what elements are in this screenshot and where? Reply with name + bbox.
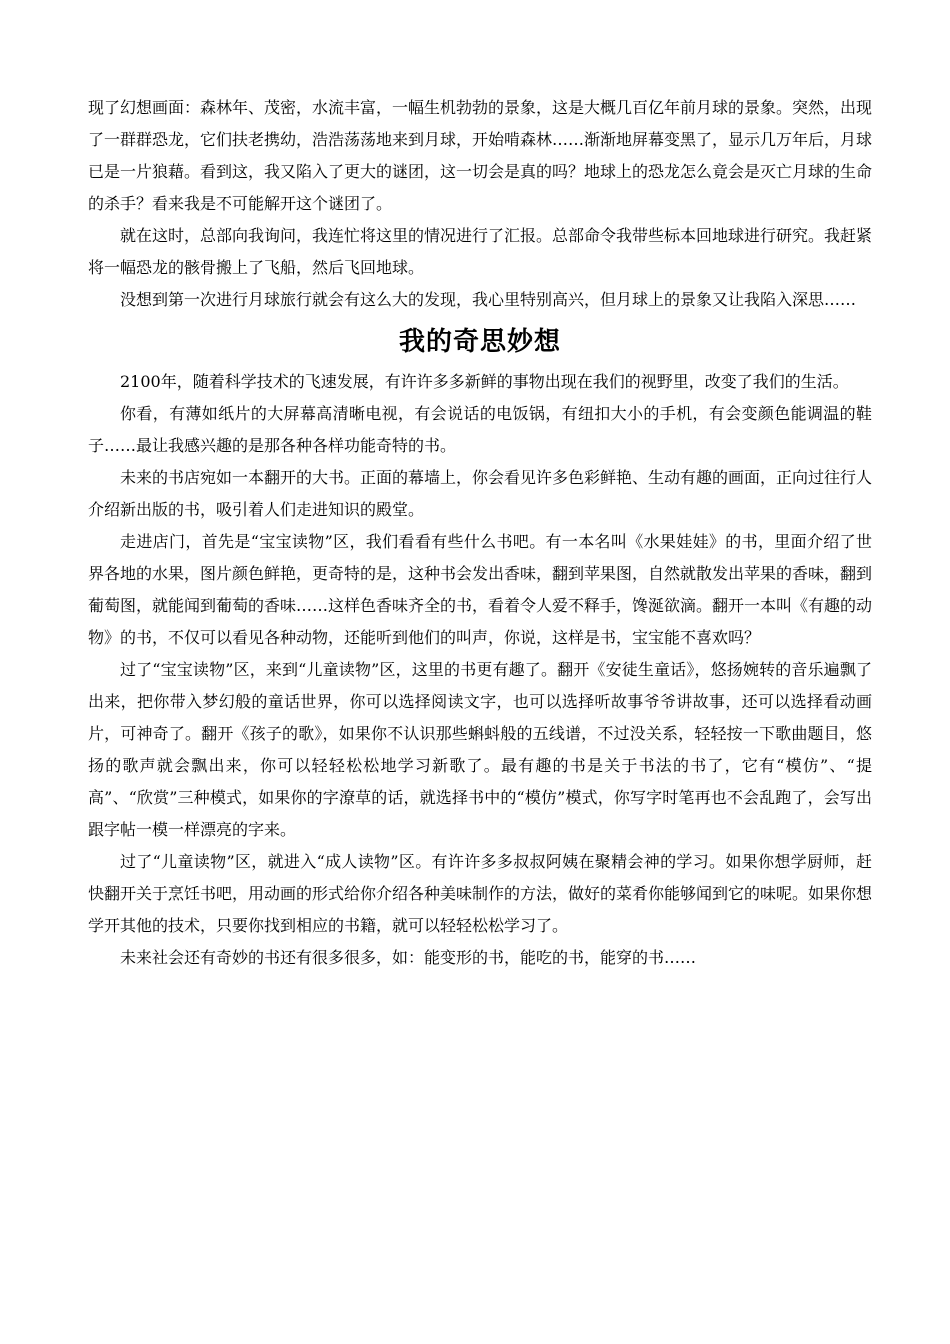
body-paragraph: 没想到第一次进行月球旅行就会有这么大的发现，我心里特别高兴，但月球上的景象又让我陷入深思…… <box>120 290 857 309</box>
body-paragraph: 未来的书店宛如一本翻开的大书。正面的幕墙上，你会看见许多色彩鲜艳、生动有趣的画面，正向过往行人介绍新出版的书，吸引着人们走进知识的殿堂。 <box>88 468 873 519</box>
body-paragraph: 2100年，随着科学技术的飞速发展，有许许多多新鲜的事物出现在我们的视野里，改变了我们的生活。 <box>120 372 849 391</box>
body-paragraph: 过了“宝宝读物”区，来到“儿童读物”区，这里的书更有趣了。翻开《安徒生童话》，悠扬婉转的音乐遍飘了出来，把你带入梦幻般的童话世界，你可以选择阅读文字，也可以选择听故事爷爷讲故事，还可以选择看动画片，可神奇了。翻开《孩子的歌》，如果你不认识那些蝌蚪般的五线谱，不过没关系，轻轻按一下歌曲题目，悠扬的歌声就会飘出来，你可以轻轻松松地学习新歌了。最有趣的书是关于书法的书了，它有“模仿”、“提高”、“欣赏”三种模式，如果你的字潦草的话，就选择书中的“模仿”模式，你写字时笔再也不会乱跑了，会写出跟字帖一模一样漂亮的字来。 <box>88 660 872 839</box>
body-paragraph: 你看，有薄如纸片的大屏幕高清晰电视，有会说话的电饭锅，有纽扣大小的手机，有会变颜色能调温的鞋子……最让我感兴趣的是那各种各样功能奇特的书。 <box>88 404 872 455</box>
body-paragraph: 未来社会还有奇妙的书还有很多很多，如：能变形的书，能吃的书，能穿的书…… <box>120 948 697 967</box>
document-page <box>88 92 872 974</box>
essay-title: 我的奇思妙想 <box>398 327 561 357</box>
body-paragraph: 走进店门，首先是“宝宝读物”区，我们看看有些什么书吧。有一本名叫《水果娃娃》的书，里面介绍了世界各地的水果，图片颜色鲜艳，更奇特的是，这种书会发出香味，翻到苹果图，自然就散发出苹果的香味，翻到葡萄图，就能闻到葡萄的香味……这样色香味齐全的书，看着令人爱不释手，馋涎欲滴。翻开一本叫《有趣的动物》的书，不仅可以看见各种动物，还能听到他们的叫声，你说，这样是书，宝宝能不喜欢吗？ <box>88 532 873 647</box>
body-paragraph: 就在这时，总部向我询问，我连忙将这里的情况进行了汇报。总部命令我带些标本回地球进行研究。我赶紧将一幅恐龙的骸骨搬上了飞船，然后飞回地球。 <box>88 226 873 277</box>
body-paragraph: 现了幻想画面：森林年、茂密，水流丰富，一幅生机勃勃的景象，这是大概几百亿年前月球的景象。突然，出现了一群群恐龙，它们扶老携幼，浩浩荡荡地来到月球，开始啃森林……渐渐地屏幕变黑了，显示几万年后，月球已是一片狼藉。看到这，我又陷入了更大的谜团，这一切会是真的吗？地球上的恐龙怎么竟会是灭亡月球的生命的杀手？看来我是不可能解开这个谜团了。 <box>88 98 873 213</box>
body-paragraph: 过了“儿童读物”区，就进入“成人读物”区。有许许多多叔叔阿姨在聚精会神的学习。如果你想学厨师，赶快翻开关于烹饪书吧，用动画的形式给你介绍各种美味制作的方法，做好的菜肴你能够闻到它的味呢。如果你想学开其他的技术，只要你找到相应的书籍，就可以轻轻松松学习了。 <box>88 852 873 935</box>
